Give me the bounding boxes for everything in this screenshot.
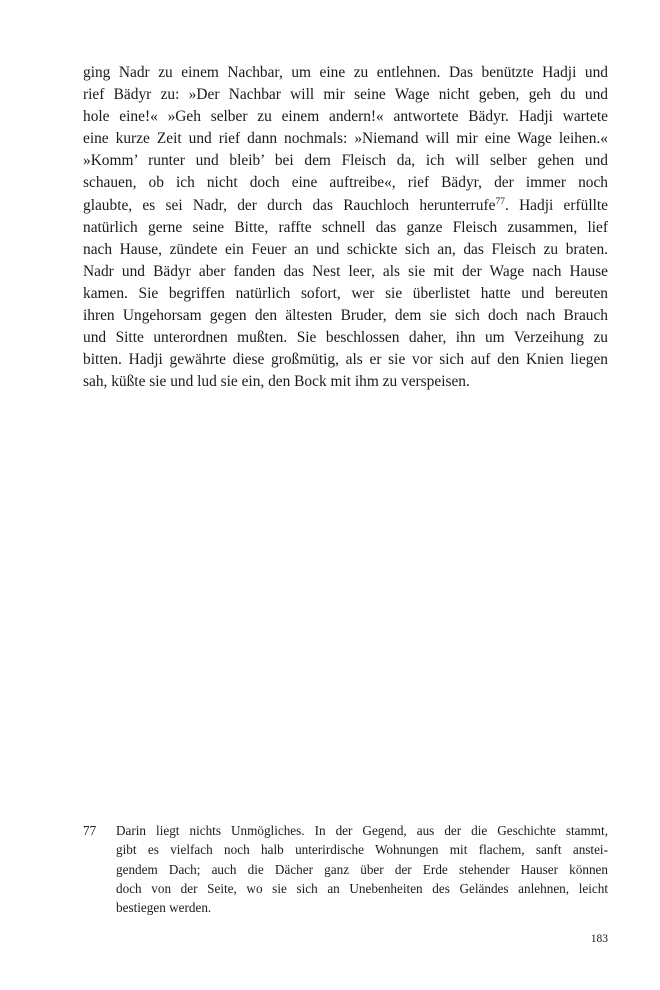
body-line-tail: . Hadji erfüllte (504, 196, 608, 214)
body-line: ihren Ungehorsam gegen den ältesten Bruder, dem sie sich doch nach Brauch (83, 307, 608, 325)
body-line: Nadr und Bädyr aber fanden das Nest leer, als sie mit der Wage nach Hause (83, 262, 608, 280)
footnote-line: gendem Dach; auch die Dächer ganz über der Erde stehender Hauser können (116, 861, 608, 877)
body-line: kamen. Sie begriffen natürlich sofort, wer sie überlistet hatte und bereuten (83, 284, 608, 302)
body-line: und Sitte unterordnen mußten. Sie beschlossen daher, ihn um Verzeihung zu (83, 329, 608, 347)
body-line: schauen, ob ich nicht doch eine auftreibe«, rief Bädyr, der immer noch (83, 174, 608, 192)
body-line: nach Hause, zündete ein Feuer an und schickte sich an, das Fleisch zu braten. (83, 240, 608, 258)
body-line-with-footnote-ref (83, 195, 608, 217)
footnote-reference[interactable]: 77 (495, 196, 505, 207)
body-text (83, 62, 608, 393)
body-line: ging Nadr zu einem Nachbar, um eine zu entlehnen. Das benützte Hadji und (83, 64, 608, 81)
body-line: natürlich gerne seine Bitte, raffte schnell das ganze Fleisch zusammen, lief (83, 218, 608, 236)
body-line: rief Bädyr zu: »Der Nachbar will mir seine Wage nicht geben, geh du und (83, 86, 608, 104)
footnote-line: doch von der Seite, wo sie sich an Unebenheiten des Geländes anlehnen, leicht (116, 880, 608, 896)
page-number: 183 (590, 933, 608, 945)
body-line-head: glaubte, es sei Nadr, der durch das Rauchloch herunterrufe (83, 196, 496, 214)
body-line: eine kurze Zeit und rief dann nochmals: »Niemand will mir eine Wage leihen.« (83, 130, 608, 148)
body-line: hole eine!« »Geh selber zu einem andern!« antwortete Bädyr. Hadji wartete (83, 108, 608, 126)
footnote (83, 821, 608, 917)
footnote-number: 77 (83, 823, 97, 838)
footnote-line: bestiegen werden. (116, 900, 212, 916)
footnote-text (116, 821, 608, 917)
body-line: sah, küßte sie und lud sie ein, den Bock mit ihm zu verspeisen. (83, 373, 470, 391)
footnote-line: gibt es vielfach noch halb unterirdische Wohnungen mit flachem, sanft anstei- (116, 842, 608, 858)
body-line: bitten. Hadji gewährte diese großmütig, als er sie vor sich auf den Knien liegen (83, 351, 608, 369)
footnote-line: Darin liegt nichts Unmögliches. In der Gegend, aus der die Geschichte stammt, (116, 823, 608, 838)
body-line: »Komm’ runter und bleib’ bei dem Fleisch da, ich will selber gehen und (83, 152, 608, 170)
